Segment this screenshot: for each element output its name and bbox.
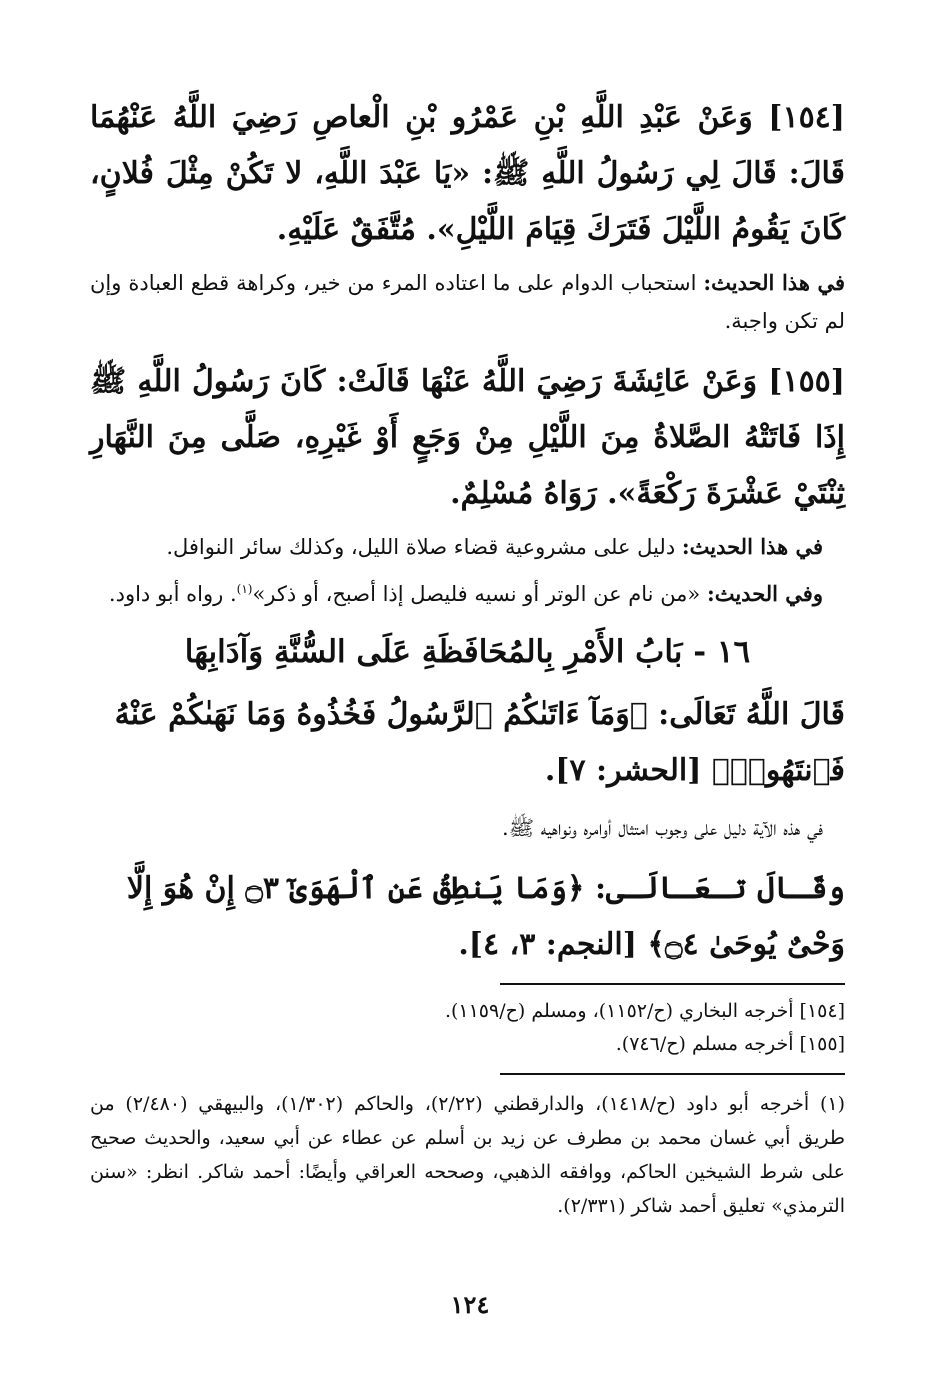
commentary-label: في هذا الحديث: — [703, 270, 846, 295]
commentary-label: في هذا الحديث: — [681, 534, 823, 559]
hadith-text: وَعَنْ عَائِشَةَ رَضِيَ اللَّهُ عَنْهَا قَالَتْ: كَانَ رَسُولُ اللَّهِ ﷺ إِذَا فَاتَتْهُ الصَّلاةُ مِنَ اللَّيْلِ مِنْ وَجَعٍ أَوْ غَيْرِهِ، صَلَّى مِنَ النَّهَارِ ثِنْتَيْ عَشْرَةَ رَكْعَةً». رَوَاهُ مُسْلِمٌ. — [90, 364, 845, 511]
chapter-heading: ١٦ - بَابُ الأَمْرِ بِالمُحَافَظَةِ عَلَى السُّنَّةِ وَآدَابِهَا — [184, 634, 751, 670]
hadith-commentary — [90, 528, 845, 566]
hadith-number: [١٥٥] — [768, 364, 845, 399]
reference-154: [١٥٤] أخرجه البخاري (ح/١١٥٢)، ومسلم (ح/١١٥٩). — [444, 1000, 845, 1022]
hadith-number: [١٥٤] — [768, 100, 845, 135]
verse-text: ﴿وَمَا يَنطِقُ عَنِ ٱلْهَوَىٰٓ ۝٣ إِنْ هُوَ إِلَّا وَحْىٌ يُوحَىٰ ۝٤﴾ — [126, 871, 845, 962]
footnote-marker[interactable]: (١) — [236, 582, 253, 596]
footnote-1 — [90, 1087, 845, 1223]
footnote-text: أخرجه أبو داود (ح/١٤١٨)، والدارقطني (٢/٢٢)، والحاكم (١/٣٠٢)، والبيهقي (٢/٤٨٠) من طريق أبي غسان محمد بن مطرف عن زيد بن أسلم عن عطاء عن أبي سعيد، والحديث صحيح على شرط الشيخين الحاكم، ووافقه الذهبي، وصححه العراقي وأيضًا: أحمد شاكر. انظر: «سنن الترمذي» تعليق أحمد شاكر (٢/٣٣١). — [90, 1093, 845, 1217]
page-number: ١٢٤ — [450, 1290, 490, 1319]
quoted-hadith: «من نام عن الوتر أو نسيه فليصل إذا أصبح، أو ذكر» — [252, 582, 701, 606]
hadith-commentary-secondary — [90, 570, 845, 613]
quran-verse-hashr — [90, 687, 845, 799]
commentary-tail: . رواه أبو داود. — [108, 582, 237, 606]
references-divider — [500, 983, 845, 985]
commentary-label: وفي الحديث: — [706, 581, 823, 606]
reference-155: [١٥٥] أخرجه مسلم (ح/٧٤٦). — [615, 1033, 845, 1055]
verse-text: ﴿وَمَآ ءَاتَىٰكُمُ ٱلرَّسُولُ فَخُذُوهُ وَمَا نَهَىٰكُمْ عَنْهُ فَٱنتَهُوا۟﴾ — [114, 697, 845, 788]
hadith-155 — [90, 354, 845, 522]
hadith-references — [90, 995, 845, 1061]
quran-verse-najm — [90, 861, 845, 973]
verse-commentary: في هذه الآية دليل على وجوب امتثال أوامره ونواهيه ﷺ. — [502, 816, 823, 840]
hadith-154 — [90, 90, 845, 258]
verse-intro: وقَـالَ تـعَـالَـى: — [594, 871, 845, 906]
commentary-text: دليل على مشروعية قضاء صلاة الليل، وكذلك سائر النوافل. — [166, 535, 676, 559]
verse-intro: قَالَ اللَّهُ تَعَالَى: — [658, 697, 845, 732]
footnotes-divider — [500, 1073, 845, 1075]
verse-reference: [الحشر: ٧]. — [544, 753, 702, 788]
hadith-text: وَعَنْ عَبْدِ اللَّهِ بْنِ عَمْرُو بْنِ الْعاصِ رَضِيَ اللَّهُ عَنْهُمَا قَالَ: قَالَ لِي رَسُولُ اللَّهِ ﷺ: «يَا عَبْدَ اللَّهِ، لا تَكُنْ مِثْلَ فُلانٍ، كَانَ يَقُومُ اللَّيْلَ فَتَرَكَ قِيَامَ اللَّيْلِ». مُتَّفَقٌ عَلَيْهِ. — [90, 100, 845, 247]
verse-reference: [النجم: ٣، ٤]. — [458, 927, 637, 962]
hadith-commentary — [90, 264, 845, 340]
footnote-number: (١) — [819, 1093, 846, 1115]
commentary-text: استحباب الدوام على ما اعتاده المرء من خير، وكراهة قطع العبادة وإن لم تكن واجبة. — [90, 271, 845, 333]
